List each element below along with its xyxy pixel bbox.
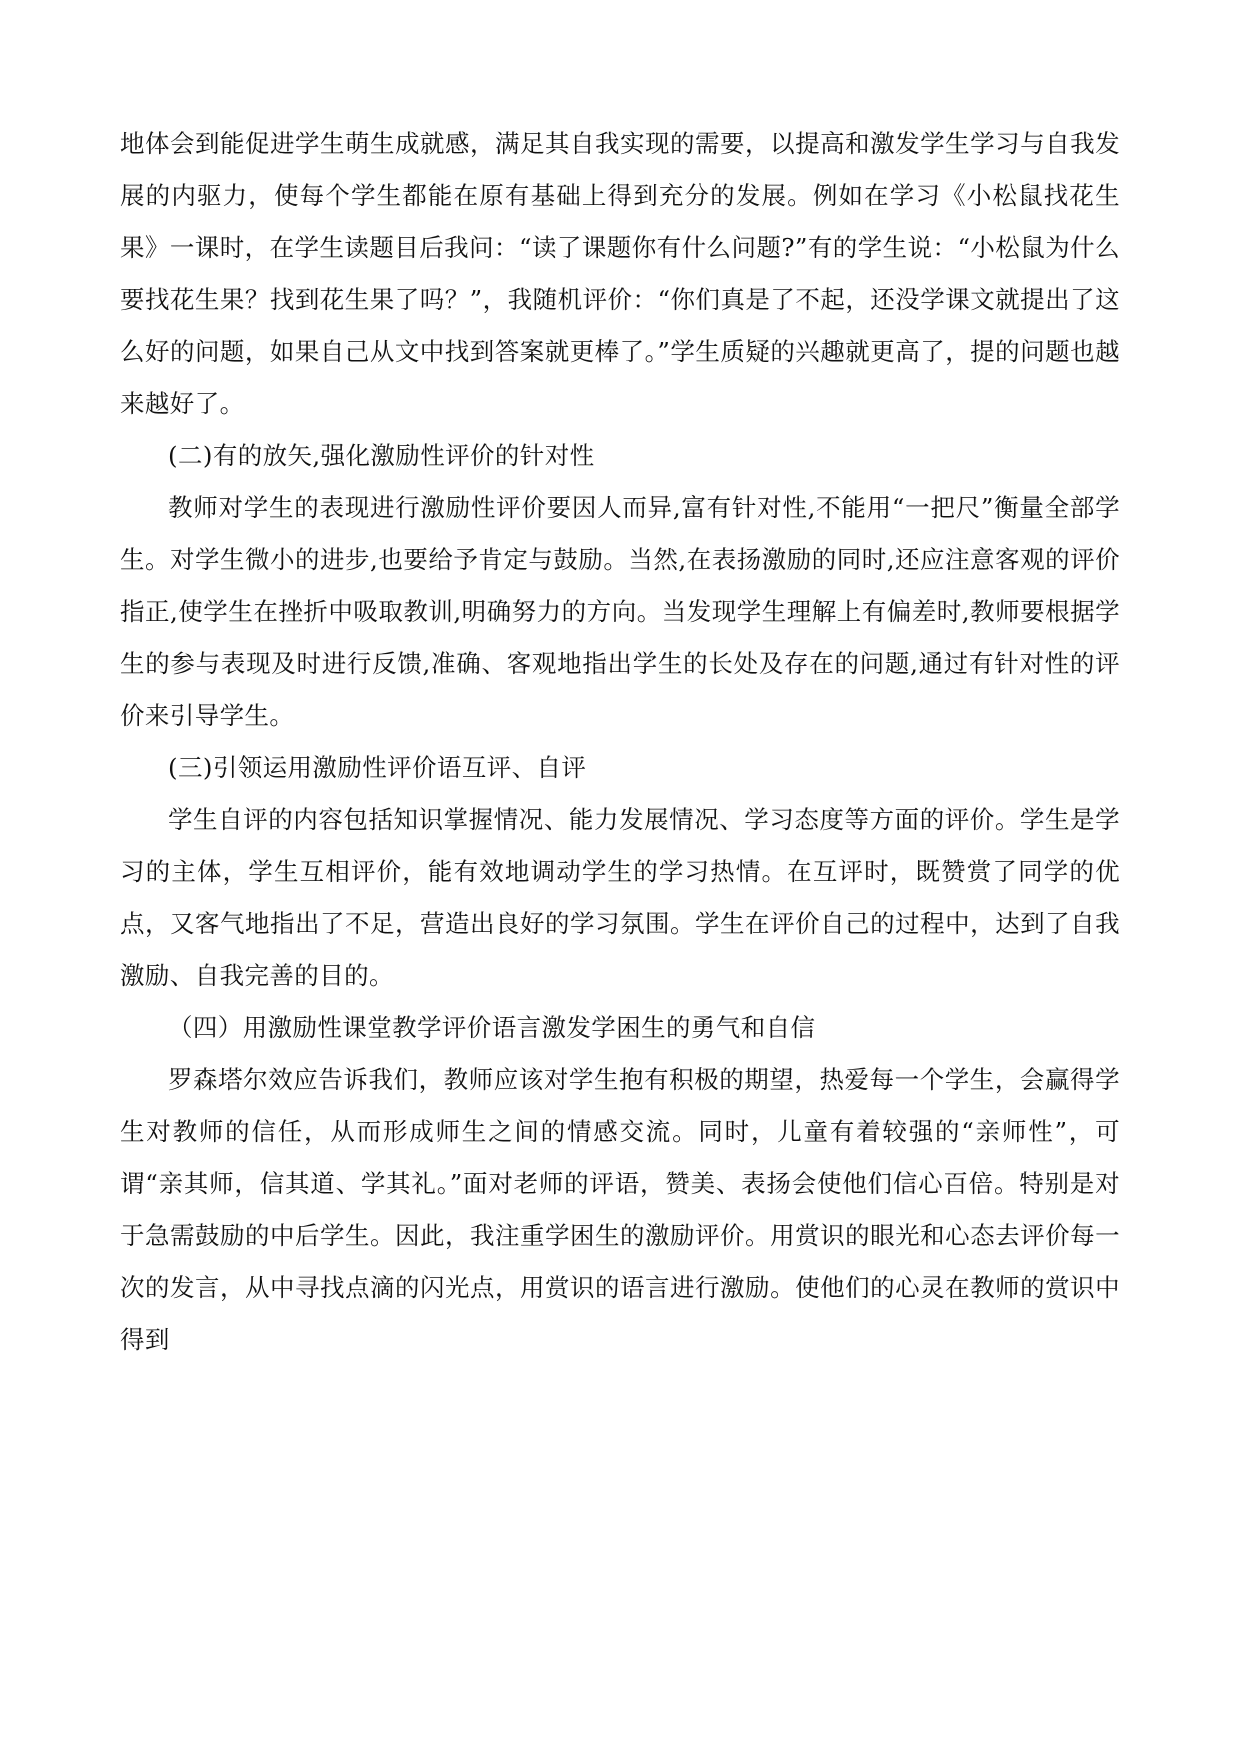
section-heading-2: (二)有的放矢,强化激励性评价的针对性 bbox=[168, 441, 595, 470]
paragraph-continuation: 地体会到能促进学生萌生成就感，满足其自我实现的需要，以提高和激发学生学习与自我发展的内驱力，使每个学生都能在原有基础上得到充分的发展。例如在学习《小松鼠找花生果》一课时，在学生读题目后我问：“读了课题你有什么问题?”有的学生说：“小松鼠为什么要找花生果？找到花生果了吗？”，我随机评价：“你们真是了不起，还没学课文就提出了这么好的问题，如果自己从文中找到答案就更棒了。”学生质疑的兴趣就更高了，提的问题也越来越好了。 bbox=[120, 129, 1120, 418]
section-heading-4: （四）用激励性课堂教学评价语言激发学困生的勇气和自信 bbox=[168, 1013, 816, 1042]
paragraph-struggling-students: 罗森塔尔效应告诉我们，教师应该对学生抱有积极的期望，热爱每一个学生，会赢得学生对教师的信任，从而形成师生之间的情感交流。同时，儿童有着较强的“亲师性”，可谓“亲其师，信其道、学其礼。”面对老师的评语，赞美、表扬会使他们信心百倍。特别是对于急需鼓励的中后学生。因此，我注重学困生的激励评价。用赏识的眼光和心态去评价每一次的发言，从中寻找点滴的闪光点，用赏识的语言进行激励。使他们的心灵在教师的赏识中得到 bbox=[120, 1065, 1120, 1354]
document-page bbox=[120, 118, 1120, 1366]
paragraph-targeted-evaluation: 教师对学生的表现进行激励性评价要因人而异,富有针对性,不能用“一把尺”衡量全部学生。对学生微小的进步,也要给予肯定与鼓励。当然,在表扬激励的同时,还应注意客观的评价指正,使学生在挫折中吸取教训,明确努力的方向。当发现学生理解上有偏差时,教师要根据学生的参与表现及时进行反馈,准确、客观地指出学生的长处及存在的问题,通过有针对性的评价来引导学生。 bbox=[120, 493, 1120, 730]
section-heading-3: (三)引领运用激励性评价语互评、自评 bbox=[168, 753, 587, 782]
paragraph-peer-self-evaluation: 学生自评的内容包括知识掌握情况、能力发展情况、学习态度等方面的评价。学生是学习的主体，学生互相评价，能有效地调动学生的学习热情。在互评时，既赞赏了同学的优点，又客气地指出了不足，营造出良好的学习氛围。学生在评价自己的过程中，达到了自我激励、自我完善的目的。 bbox=[120, 805, 1120, 990]
